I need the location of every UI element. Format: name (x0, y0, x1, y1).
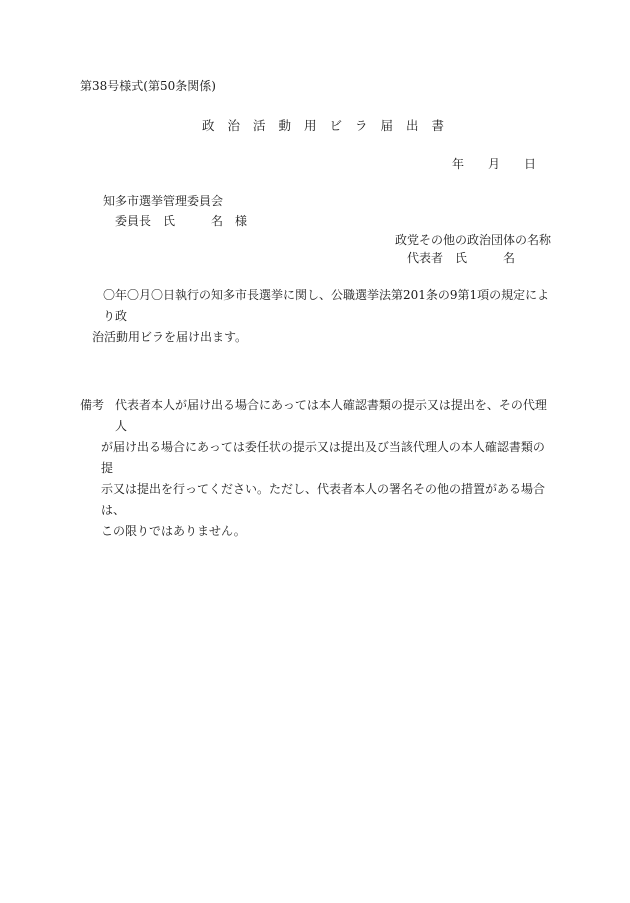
remarks-line-3: 示又は提出を行ってください。ただし、代表者本人の署名その他の措置がある場合は、 (101, 482, 546, 517)
addressee-title: 委員長 氏 名 様 (115, 214, 248, 228)
remarks-line-4: この限りではありません。 (101, 524, 246, 538)
date-day: 日 (524, 157, 537, 171)
addressee-organization: 知多市選挙管理委員会 (103, 194, 224, 208)
remarks-text (101, 395, 555, 542)
representative-label: 代表者 氏 名 (407, 251, 516, 265)
remarks-line-1: 代表者本人が届け出る場合にあっては本人確認書類の提示又は提出を、その代理人 (115, 398, 547, 433)
date-year: 年 (452, 157, 465, 171)
body-line-1: 〇年〇月〇日執行の知多市長選挙に関し、公職選挙法第201条の9第1項の規定により政 (103, 288, 550, 323)
date-month: 月 (488, 157, 501, 171)
document-title: 政治活動用ビラ届出書 (202, 118, 458, 133)
body-paragraph (80, 285, 550, 348)
remarks-line-2: が届け出る場合にあっては委任状の提示又は提出及び当該代理人の本人確認書類の提 (101, 440, 545, 475)
remarks-label: 備考 (80, 398, 105, 412)
form-number: 第38号様式(第50条関係) (80, 79, 216, 93)
date-line (452, 156, 536, 172)
party-name-label: 政党その他の政治団体の名称 (395, 233, 552, 247)
body-line-2: 治活動用ビラを届け出ます。 (92, 330, 248, 344)
